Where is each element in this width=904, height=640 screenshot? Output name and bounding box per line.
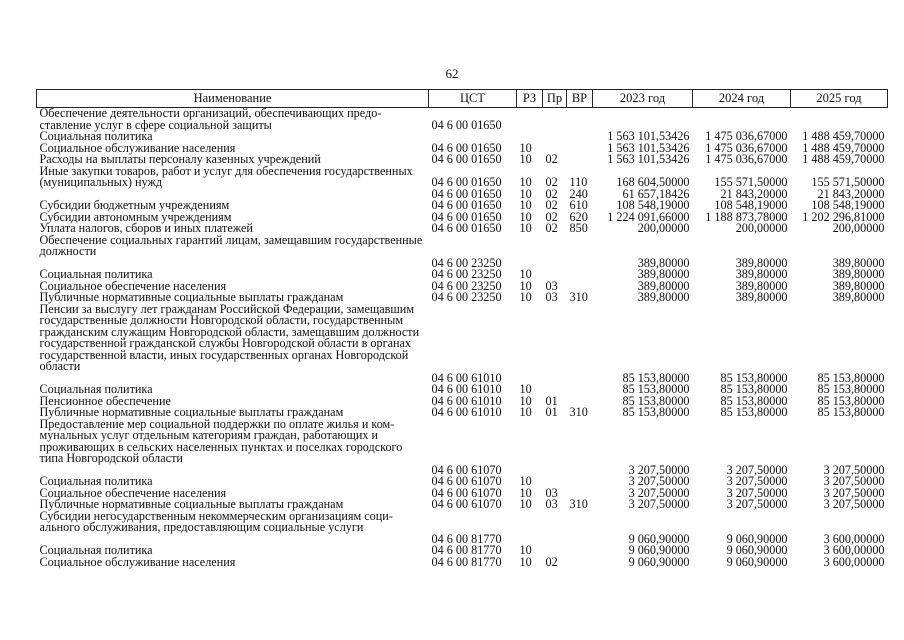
header-2025: 2025 год	[791, 90, 888, 108]
cell-y2023: 61 657,18426	[622, 186, 690, 201]
cell-y2023: 389,80000	[637, 267, 690, 281]
cell-name: Социальная политика	[39, 543, 153, 557]
header-pr: Пр	[543, 90, 567, 108]
cell-y2023	[593, 304, 693, 373]
cell-rz: 10	[519, 267, 532, 281]
cell-rz: 10	[519, 209, 532, 224]
cell-cst: 04 6 00 01650	[431, 175, 502, 189]
budget-table	[36, 89, 888, 568]
cell-y2025: 108 548,19000	[811, 198, 885, 212]
cell-y2025	[791, 419, 888, 465]
cell-vr: 310	[569, 405, 588, 419]
cell-y2024: 1 475 036,67000	[705, 140, 788, 155]
cell-y2023: 9 060,90000	[628, 531, 690, 546]
cell-pr: 02	[545, 221, 558, 235]
cell-vr	[567, 131, 593, 143]
cell-y2024: 85 153,80000	[720, 382, 788, 396]
cell-cst: 04 6 00 81770	[431, 554, 502, 569]
table-row	[37, 419, 888, 465]
cell-cst	[429, 419, 517, 465]
cell-y2023: 85 153,80000	[622, 405, 690, 419]
cell-rz	[517, 419, 543, 465]
cell-vr	[567, 465, 593, 477]
cell-pr	[543, 419, 567, 465]
cell-rz	[517, 235, 543, 258]
cell-y2024	[693, 304, 791, 373]
cell-y2024: 9 060,90000	[726, 554, 788, 569]
cell-pr	[543, 304, 567, 373]
header-2024: 2024 год	[693, 90, 791, 108]
cell-pr: 02	[545, 209, 558, 224]
cell-y2024: 389,80000	[735, 290, 788, 304]
cell-y2025: 389,80000	[832, 278, 885, 293]
cell-y2023: 389,80000	[637, 290, 690, 304]
cell-y2023: 389,80000	[637, 278, 690, 293]
cell-name: Социальная политика	[39, 474, 153, 488]
cell-y2024: 389,80000	[735, 278, 788, 293]
cell-y2025: 3 207,50000	[823, 474, 885, 488]
cell-pr	[543, 511, 567, 534]
cell-y2025: 1 488 459,70000	[802, 129, 885, 143]
header-rz: РЗ	[517, 90, 543, 108]
cell-vr	[567, 384, 593, 396]
cell-cst: 04 6 00 81770	[431, 531, 502, 546]
cell-rz: 10	[519, 497, 532, 511]
cell-rz: 10	[519, 543, 532, 557]
cell-y2023: 200,00000	[637, 221, 690, 235]
cell-name: Пенсионное обеспечение	[39, 393, 171, 408]
cell-y2025: 85 153,80000	[817, 393, 885, 408]
cell-pr	[543, 108, 567, 132]
cell-y2025: 3 600,00000	[823, 543, 885, 557]
cell-name: Обеспечение деятельности организаций, обеспечивающих предоставление услуг в сфере социальной защиты	[39, 106, 382, 132]
cell-y2023: 9 060,90000	[628, 543, 690, 557]
cell-y2023: 3 207,50000	[628, 462, 690, 477]
cell-vr	[567, 545, 593, 557]
cell-rz: 10	[519, 175, 532, 189]
cell-y2023: 168 604,50000	[616, 175, 690, 189]
cell-cst	[429, 511, 517, 534]
cell-pr	[543, 235, 567, 258]
cell-y2023: 1 563 101,53426	[607, 140, 690, 155]
cell-rz: 10	[519, 198, 532, 212]
header-name: Наименование	[37, 90, 429, 108]
cell-vr	[567, 476, 593, 488]
cell-vr	[567, 304, 593, 373]
cell-cst: 04 6 00 23250	[431, 255, 502, 270]
cell-cst: 04 6 00 61070	[431, 462, 502, 477]
cell-cst: 04 6 00 23250	[431, 278, 502, 293]
cell-vr: 310	[569, 290, 588, 304]
table-body	[37, 108, 888, 569]
cell-y2024: 389,80000	[735, 255, 788, 270]
header-vr: ВР	[567, 90, 593, 108]
cell-rz: 10	[519, 382, 532, 396]
cell-y2024	[693, 419, 791, 465]
cell-name: Публичные нормативные социальные выплаты гражданам	[39, 405, 344, 419]
cell-pr: 01	[545, 405, 558, 419]
cell-y2024: 1 188 873,78000	[705, 209, 788, 224]
cell-name: Социальное обеспечение населения	[39, 278, 227, 293]
cell-name: Обеспечение социальных гарантий лицам, замещавшим государственные должности	[39, 232, 423, 258]
cell-rz: 10	[519, 290, 532, 304]
cell-pr	[543, 131, 567, 143]
cell-pr: 03	[545, 278, 558, 293]
table-header-row	[37, 90, 888, 108]
cell-y2025: 3 207,50000	[823, 497, 885, 511]
cell-y2023	[593, 108, 693, 132]
cell-y2024: 1 475 036,67000	[705, 129, 788, 143]
cell-y2023: 85 153,80000	[622, 393, 690, 408]
cell-name: Социальное обслуживание населения	[39, 140, 236, 155]
cell-rz: 10	[519, 140, 532, 155]
cell-vr	[567, 143, 593, 155]
cell-y2025: 200,00000	[832, 221, 885, 235]
cell-cst: 04 6 00 01650	[431, 117, 502, 132]
cell-pr: 02	[545, 198, 558, 212]
cell-name: Социальное обеспечение населения	[39, 485, 227, 500]
cell-y2023: 9 060,90000	[628, 554, 690, 569]
cell-cst: 04 6 00 61070	[431, 497, 502, 511]
cell-vr	[567, 373, 593, 385]
cell-y2024: 21 843,20000	[720, 186, 788, 201]
cell-cst: 04 6 00 61010	[431, 393, 502, 408]
cell-y2024: 108 548,19000	[714, 198, 788, 212]
cell-vr: 620	[569, 209, 588, 224]
cell-y2025: 85 153,80000	[817, 405, 885, 419]
cell-rz: 10	[519, 186, 532, 201]
cell-rz	[517, 108, 543, 132]
cell-y2023: 1 563 101,53426	[607, 152, 690, 166]
cell-cst: 04 6 00 01650	[431, 152, 502, 166]
cell-name: Предоставление мер социальной поддержки по оплате жилья и коммунальных услуг отдельным категориям граждан, работающих и проживающих в сельских населенных пунктах и поселках городского типа Новгородской области	[39, 416, 403, 465]
cell-name: Социальная политика	[39, 382, 153, 396]
cell-cst	[429, 235, 517, 258]
cell-cst: 04 6 00 01650	[431, 198, 502, 212]
cell-name: Иные закупки товаров, работ и услуг для обеспечения государственных (муниципальных) нужд	[39, 163, 413, 189]
cell-y2023	[593, 511, 693, 534]
cell-cst: 04 6 00 61010	[431, 370, 502, 385]
cell-y2024	[693, 235, 791, 258]
cell-rz: 10	[519, 405, 532, 419]
cell-y2023	[593, 235, 693, 258]
cell-y2025: 389,80000	[832, 267, 885, 281]
cell-vr	[567, 419, 593, 465]
cell-pr: 02	[545, 554, 558, 569]
cell-y2024: 85 153,80000	[720, 405, 788, 419]
cell-cst: 04 6 00 61070	[431, 485, 502, 500]
cell-y2025: 1 202 296,81000	[802, 209, 885, 224]
cell-vr	[567, 154, 593, 166]
cell-vr	[567, 511, 593, 534]
cell-y2025: 3 207,50000	[823, 485, 885, 500]
cell-y2023	[593, 419, 693, 465]
cell-y2025: 21 843,20000	[817, 186, 885, 201]
cell-name: Публичные нормативные социальные выплаты гражданам	[39, 290, 344, 304]
cell-rz: 10	[519, 554, 532, 569]
cell-y2025: 155 571,50000	[811, 175, 885, 189]
table-row	[37, 304, 888, 373]
cell-rz: 10	[519, 221, 532, 235]
header-cst: ЦСТ	[429, 90, 517, 108]
cell-cst: 04 6 00 61010	[431, 405, 502, 419]
cell-name: Субсидии бюджетным учреждениям	[39, 198, 230, 212]
cell-vr: 310	[569, 497, 588, 511]
cell-y2025: 3 600,00000	[823, 554, 885, 569]
cell-vr	[567, 108, 593, 132]
cell-name: Социальное обслуживание населения	[39, 554, 236, 569]
cell-vr: 850	[569, 221, 588, 235]
cell-y2023: 3 207,50000	[628, 474, 690, 488]
cell-y2024: 3 207,50000	[726, 474, 788, 488]
cell-rz	[517, 511, 543, 534]
cell-pr: 01	[545, 393, 558, 408]
cell-y2024: 85 153,80000	[720, 370, 788, 385]
cell-y2024: 200,00000	[735, 221, 788, 235]
cell-pr	[543, 534, 567, 546]
cell-y2024: 1 475 036,67000	[705, 152, 788, 166]
cell-rz: 10	[519, 278, 532, 293]
cell-y2024	[693, 108, 791, 132]
cell-cst: 04 6 00 23250	[431, 267, 502, 281]
cell-rz: 10	[519, 474, 532, 488]
cell-vr: 240	[569, 186, 588, 201]
cell-name: Уплата налогов, сборов и иных платежей	[39, 221, 253, 235]
cell-rz: 10	[519, 485, 532, 500]
cell-y2023: 389,80000	[637, 255, 690, 270]
cell-cst: 04 6 00 61070	[431, 474, 502, 488]
cell-cst: 04 6 00 81770	[431, 543, 502, 557]
cell-vr	[567, 235, 593, 258]
cell-vr	[567, 534, 593, 546]
cell-cst: 04 6 00 01650	[431, 221, 502, 235]
cell-vr	[567, 269, 593, 281]
cell-y2023: 3 207,50000	[628, 485, 690, 500]
cell-y2024: 9 060,90000	[726, 531, 788, 546]
cell-y2025	[791, 304, 888, 373]
cell-vr	[567, 557, 593, 569]
cell-y2025: 389,80000	[832, 290, 885, 304]
cell-name: Субсидии негосударственным некоммерческим организациям социального обслуживания, предоставляющим социальные услуги	[39, 508, 393, 534]
cell-name: Расходы на выплаты персоналу казенных учреждений	[39, 152, 321, 166]
cell-y2023: 1 563 101,53426	[607, 129, 690, 143]
cell-pr	[543, 258, 567, 270]
cell-y2025	[791, 108, 888, 132]
cell-name: Публичные нормативные социальные выплаты гражданам	[39, 497, 344, 511]
cell-name: Субсидии автономным учреждениям	[39, 209, 232, 224]
cell-rz: 10	[519, 393, 532, 408]
cell-y2023: 85 153,80000	[622, 370, 690, 385]
cell-pr: 02	[545, 175, 558, 189]
cell-name: Пенсии за выслугу лет гражданам Российской Федерации, замещавшим государственные должности Новгородской области, государственным гражданским служащим Новгородской области, замещавшим должности государственной гражданской службы Новгородской области в органах государственной власти, иных государственных органах Новгородской области	[39, 301, 420, 373]
cell-cst: 04 6 00 23250	[431, 290, 502, 304]
cell-cst: 04 6 00 01650	[431, 209, 502, 224]
cell-y2025: 85 153,80000	[817, 382, 885, 396]
cell-vr: 110	[569, 175, 588, 189]
cell-cst	[429, 304, 517, 373]
cell-vr: 610	[569, 198, 588, 212]
page-number: 62	[445, 66, 459, 81]
cell-y2025: 3 207,50000	[823, 462, 885, 477]
cell-y2025	[791, 235, 888, 258]
cell-y2024	[693, 511, 791, 534]
cell-cst: 04 6 00 01650	[431, 186, 502, 201]
cell-name: Социальная политика	[39, 267, 153, 281]
cell-y2024: 3 207,50000	[726, 462, 788, 477]
cell-cst: 04 6 00 61010	[431, 382, 502, 396]
cell-y2025: 3 600,00000	[823, 531, 885, 546]
cell-y2024: 3 207,50000	[726, 485, 788, 500]
cell-y2023: 108 548,19000	[616, 198, 690, 212]
cell-pr: 03	[545, 290, 558, 304]
table-row	[37, 557, 888, 569]
cell-y2024: 3 207,50000	[726, 497, 788, 511]
header-2023: 2023 год	[593, 90, 693, 108]
cell-y2023: 85 153,80000	[622, 382, 690, 396]
cell-pr: 02	[545, 186, 558, 201]
cell-pr	[543, 465, 567, 477]
cell-y2023: 3 207,50000	[628, 497, 690, 511]
cell-y2025: 1 488 459,70000	[802, 152, 885, 166]
cell-y2023: 1 224 091,66000	[607, 209, 690, 224]
cell-pr	[543, 373, 567, 385]
cell-name: Социальная политика	[39, 129, 153, 143]
cell-pr: 02	[545, 152, 558, 166]
cell-y2024: 155 571,50000	[714, 175, 788, 189]
cell-cst: 04 6 00 01650	[431, 140, 502, 155]
cell-y2024: 9 060,90000	[726, 543, 788, 557]
cell-rz: 10	[519, 152, 532, 166]
cell-y2025: 85 153,80000	[817, 370, 885, 385]
cell-rz	[517, 304, 543, 373]
table-row	[37, 108, 888, 132]
table-row	[37, 166, 888, 189]
table-row	[37, 511, 888, 534]
cell-y2025	[791, 511, 888, 534]
cell-pr: 03	[545, 485, 558, 500]
cell-y2025: 1 488 459,70000	[802, 140, 885, 155]
cell-y2025: 389,80000	[832, 255, 885, 270]
cell-y2024: 85 153,80000	[720, 393, 788, 408]
cell-vr	[567, 258, 593, 270]
table-row	[37, 235, 888, 258]
cell-y2024: 389,80000	[735, 267, 788, 281]
cell-pr: 03	[545, 497, 558, 511]
